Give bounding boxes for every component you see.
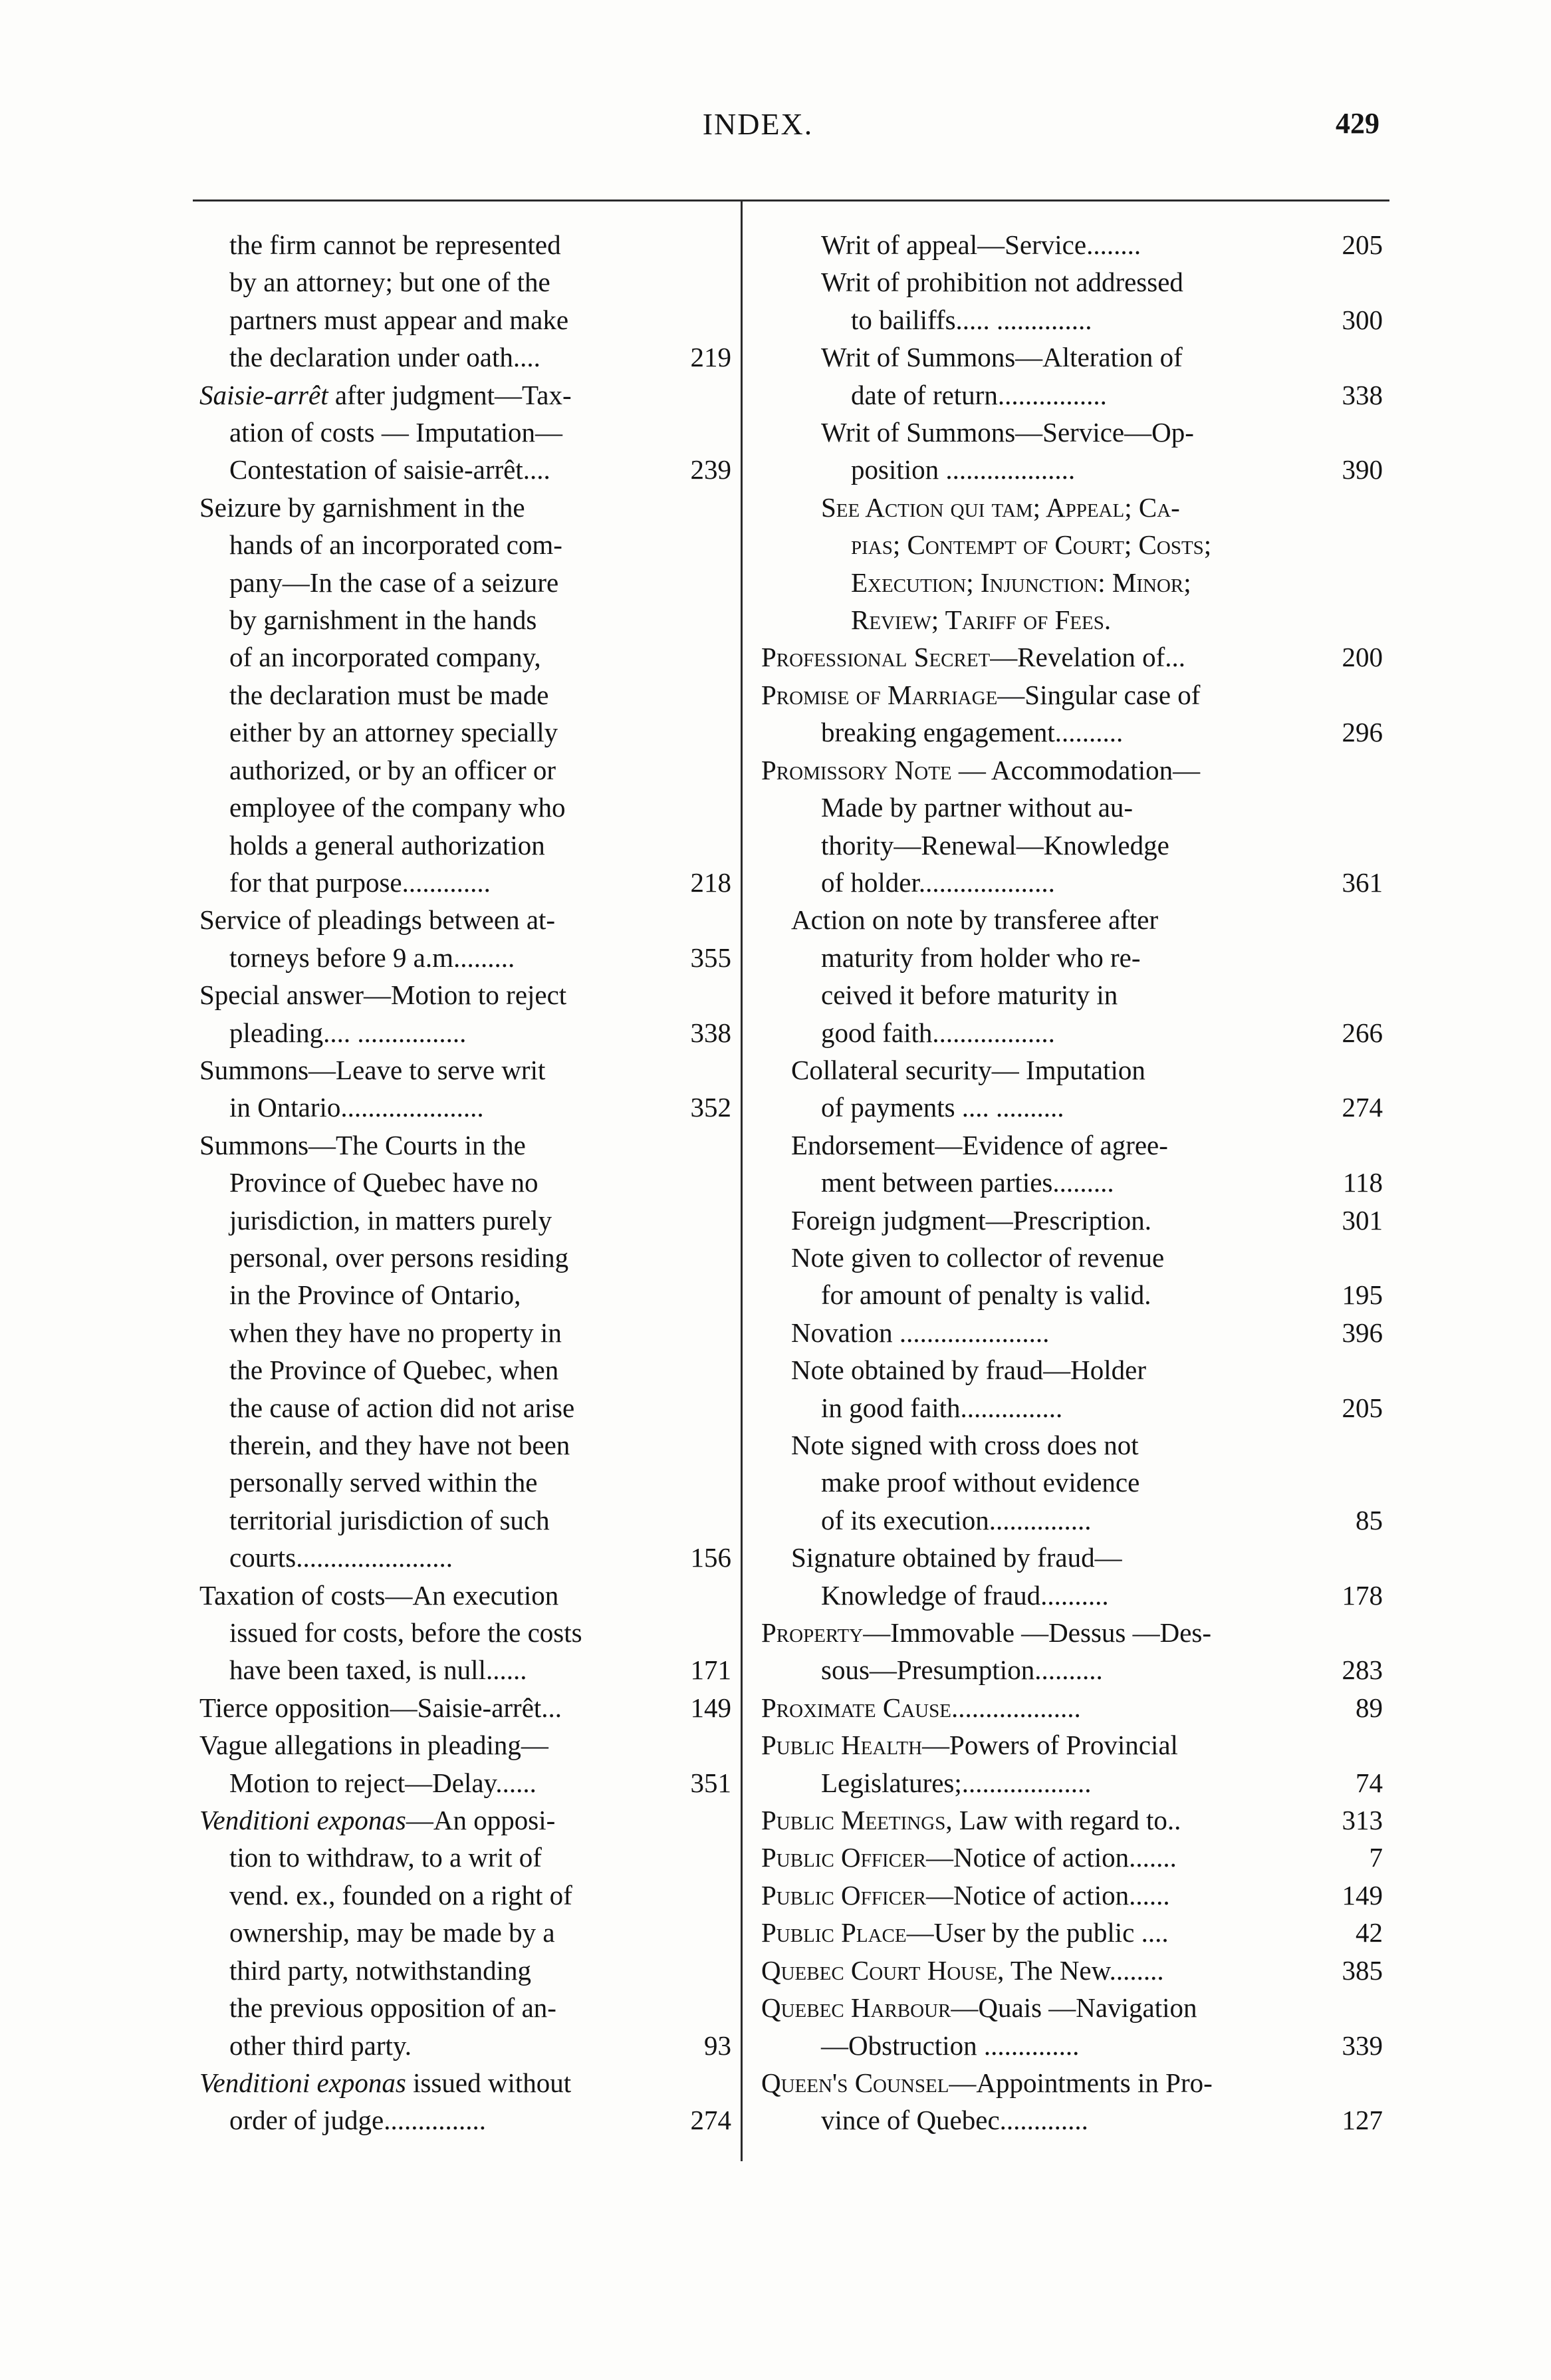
- index-entry: [761, 1801, 1383, 1839]
- entry-page-number: 274: [690, 2105, 731, 2136]
- entry-line: the previous opposition of an-: [229, 1992, 556, 2024]
- entry-page-number: 385: [1342, 1954, 1383, 1986]
- entry-line: employee of the company who: [229, 792, 566, 823]
- page-title: INDEX.: [702, 107, 814, 141]
- entry-page-number: 351: [690, 1767, 731, 1798]
- entry-line: Endorsement—Evidence of agree-: [791, 1129, 1168, 1160]
- index-entry: [761, 1051, 1383, 1126]
- index-entry: [761, 1202, 1383, 1239]
- index-entry: [761, 1539, 1383, 1614]
- entry-page-number: 339: [1342, 2030, 1383, 2061]
- entry-line: Venditioni exponas issued without: [199, 2067, 572, 2098]
- entry-page-number: 195: [1342, 1279, 1383, 1311]
- entry-line: authorized, or by an officer or: [229, 754, 556, 785]
- entry-line: Public Meetings, Law with regard to..: [761, 1805, 1181, 1836]
- entry-line: Vague allegations in pleading—: [199, 1730, 548, 1761]
- entry-page-number: 156: [690, 1542, 731, 1573]
- entry-line: when they have no property in: [229, 1317, 562, 1348]
- entry-line: Tierce opposition—Saisie-arrêt...: [199, 1692, 562, 1723]
- index-entry: [199, 1801, 731, 2064]
- entry-page-number: 390: [1342, 454, 1383, 485]
- index-entry: [761, 338, 1383, 414]
- entry-line: Province of Quebec have no: [229, 1167, 538, 1198]
- entry-line: Queen's Counsel—Appointments in Pro-: [761, 2067, 1213, 2098]
- index-entry: [761, 1689, 1383, 1726]
- index-entry: [761, 1426, 1383, 1539]
- entry-page-number: 89: [1356, 1692, 1383, 1723]
- entry-page-number: 219: [690, 342, 731, 373]
- index-entry: [199, 226, 731, 376]
- entry-line: to bailiffs..... ..............: [851, 304, 1092, 335]
- entry-page-number: 338: [690, 1017, 731, 1048]
- entry-line: other third party.: [229, 2030, 412, 2061]
- entry-line: the declaration must be made: [229, 679, 549, 710]
- entry-line: Knowledge of fraud..........: [821, 1579, 1109, 1611]
- entry-line: vince of Quebec.............: [821, 2105, 1088, 2136]
- entry-line: Quebec Court House, The New........: [761, 1954, 1164, 1986]
- entry-line: Promissory Note — Accommodation—: [761, 754, 1201, 785]
- entry-page-number: 171: [690, 1654, 731, 1686]
- index-entry: [761, 1989, 1383, 2064]
- entry-page-number: 313: [1342, 1805, 1383, 1836]
- entry-line: breaking engagement..........: [821, 717, 1124, 748]
- entry-line: maturity from holder who re-: [821, 942, 1141, 973]
- entry-page-number: 7: [1369, 1842, 1383, 1873]
- index-entry: [761, 2064, 1383, 2139]
- entry-page-number: 118: [1343, 1167, 1383, 1198]
- entry-page-number: 274: [1342, 1092, 1383, 1123]
- entry-line: date of return................: [851, 379, 1107, 410]
- entry-page-number: 296: [1342, 717, 1383, 748]
- entry-line: Summons—Leave to serve writ: [199, 1054, 546, 1085]
- entry-page-number: 205: [1342, 1392, 1383, 1423]
- entry-page-number: 396: [1342, 1317, 1383, 1348]
- left-index-column: [199, 226, 731, 2139]
- entry-line: therein, and they have not been: [229, 1430, 570, 1460]
- entry-line: in good faith...............: [821, 1392, 1063, 1423]
- entry-line: Public Place—User by the public ....: [761, 1917, 1169, 1948]
- entry-line: make proof without evidence: [821, 1467, 1140, 1498]
- entry-line: hands of an incorporated com-: [229, 529, 562, 561]
- index-entry: [199, 1726, 731, 1801]
- index-entry: [761, 1877, 1383, 1914]
- entry-line: ation of costs — Imputation—: [229, 417, 563, 448]
- entry-line: holds a general authorization: [229, 829, 545, 860]
- index-entry: [761, 751, 1383, 902]
- entry-line: for amount of penalty is valid.: [821, 1279, 1151, 1311]
- entry-line: the cause of action did not arise: [229, 1392, 575, 1423]
- entry-line: third party, notwithstanding: [229, 1954, 531, 1986]
- index-entry: [199, 1051, 731, 1126]
- entry-line: See Action qui tam; Appeal; Ca-: [821, 491, 1180, 523]
- entry-line: territorial jurisdiction of such: [229, 1504, 550, 1535]
- entry-line: for that purpose.............: [229, 866, 491, 898]
- entry-line: position ...................: [851, 454, 1076, 485]
- index-entry: [761, 1952, 1383, 1989]
- entry-page-number: 301: [1342, 1204, 1383, 1236]
- index-entry: [761, 1614, 1383, 1689]
- entry-page-number: 149: [1342, 1879, 1383, 1911]
- index-entry: [761, 489, 1383, 639]
- entry-page-number: 355: [690, 942, 731, 973]
- entry-line: by an attorney; but one of the: [229, 267, 550, 298]
- entry-line: Action on note by transferee after: [791, 904, 1159, 936]
- entry-line: thority—Renewal—Knowledge: [821, 829, 1169, 860]
- entry-line: Signature obtained by fraud—: [791, 1542, 1122, 1573]
- entry-line: Promise of Marriage—Singular case of: [761, 679, 1201, 710]
- index-entry: [199, 1577, 731, 1689]
- entry-page-number: 74: [1356, 1767, 1383, 1798]
- entry-page-number: 93: [704, 2030, 731, 2061]
- entry-line: —Obstruction ..............: [821, 2030, 1080, 2061]
- entry-page-number: 149: [690, 1692, 731, 1723]
- entry-line: Property—Immovable —Dessus —Des-: [761, 1617, 1212, 1649]
- entry-line: partners must appear and make: [229, 304, 569, 335]
- entry-line: of an incorporated company,: [229, 642, 541, 673]
- entry-line: issued for costs, before the costs: [229, 1617, 582, 1649]
- entry-line: Special answer—Motion to reject: [199, 980, 567, 1011]
- entry-line: Proximate Cause...................: [761, 1692, 1081, 1723]
- entry-line: Execution; Injunction: Minor;: [851, 567, 1191, 598]
- index-entry: [761, 901, 1383, 1051]
- index-entry: [199, 1689, 731, 1726]
- index-entry: [199, 2064, 731, 2139]
- entry-line: pias; Contempt of Court; Costs;: [851, 529, 1212, 561]
- entry-line: Professional Secret—Revelation of...: [761, 642, 1186, 673]
- entry-line: Service of pleadings between at-: [199, 904, 556, 936]
- entry-line: Summons—The Courts in the: [199, 1129, 526, 1160]
- index-entry: [199, 376, 731, 489]
- entry-line: have been taxed, is null......: [229, 1654, 527, 1686]
- entry-line: order of judge...............: [229, 2105, 486, 2136]
- entry-line: Legislatures;...................: [821, 1767, 1092, 1798]
- entry-page-number: 42: [1356, 1917, 1383, 1948]
- index-entry: [761, 1314, 1383, 1351]
- index-entry: [761, 1126, 1383, 1202]
- entry-line: of holder....................: [821, 866, 1055, 898]
- entry-line: by garnishment in the hands: [229, 604, 537, 636]
- entry-page-number: 266: [1342, 1017, 1383, 1048]
- entry-page-number: 200: [1342, 642, 1383, 673]
- entry-line: the firm cannot be represented: [229, 229, 561, 260]
- entry-page-number: 338: [1342, 379, 1383, 410]
- index-entry: [761, 1914, 1383, 1951]
- index-entry: [761, 1839, 1383, 1876]
- entry-line: sous—Presumption..........: [821, 1654, 1103, 1686]
- entry-line: Public Health—Powers of Provincial: [761, 1730, 1178, 1761]
- index-entry: [761, 638, 1383, 676]
- entry-page-number: 127: [1342, 2105, 1383, 2136]
- entry-line: Contestation of saisie-arrêt....: [229, 454, 550, 485]
- entry-line: Note obtained by fraud—Holder: [791, 1355, 1146, 1386]
- entry-line: Taxation of costs—An execution: [199, 1579, 559, 1611]
- page-number: 429: [1336, 107, 1379, 140]
- entry-line: courts.......................: [229, 1542, 453, 1573]
- entry-page-number: 300: [1342, 304, 1383, 335]
- entry-line: Review; Tariff of Fees.: [851, 604, 1112, 636]
- entry-line: Foreign judgment—Prescription.: [791, 1204, 1152, 1236]
- entry-page-number: 205: [1342, 229, 1383, 260]
- entry-line: torneys before 9 a.m.........: [229, 942, 515, 973]
- entry-line: the Province of Quebec, when: [229, 1355, 559, 1386]
- entry-line: pleading.... ................: [229, 1017, 467, 1048]
- entry-line: Collateral security— Imputation: [791, 1054, 1145, 1085]
- entry-page-number: 283: [1342, 1654, 1383, 1686]
- entry-line: Note given to collector of revenue: [791, 1242, 1165, 1273]
- entry-line: Writ of appeal—Service........: [821, 229, 1141, 260]
- entry-line: ment between parties.........: [821, 1167, 1114, 1198]
- entry-line: Writ of prohibition not addressed: [821, 267, 1183, 298]
- entry-line: in Ontario.....................: [229, 1092, 484, 1123]
- entry-page-number: 218: [690, 866, 731, 898]
- entry-line: Motion to reject—Delay......: [229, 1767, 537, 1798]
- entry-line: Public Officer—Notice of action......: [761, 1879, 1170, 1911]
- entry-page-number: 85: [1356, 1504, 1383, 1535]
- right-index-column: [761, 226, 1383, 2139]
- entry-line: ownership, may be made by a: [229, 1917, 555, 1948]
- index-entry: [761, 263, 1383, 338]
- entry-line: Venditioni exponas—An opposi-: [199, 1805, 556, 1836]
- entry-line: Quebec Harbour—Quais —Navigation: [761, 1992, 1197, 2024]
- entry-line: Saisie-arrêt after judgment—Tax-: [199, 379, 572, 410]
- entry-line: personal, over persons residing: [229, 1242, 569, 1273]
- entry-line: of its execution...............: [821, 1504, 1092, 1535]
- entry-line: Made by partner without au-: [821, 792, 1133, 823]
- entry-line: Note signed with cross does not: [791, 1430, 1139, 1460]
- entry-line: personally served within the: [229, 1467, 538, 1498]
- index-entry: [199, 976, 731, 1051]
- entry-line: Seizure by garnishment in the: [199, 491, 525, 523]
- entry-line: the declaration under oath....: [229, 342, 540, 373]
- header-rule: [193, 199, 1389, 201]
- index-entry: [199, 1126, 731, 1577]
- index-entry: [199, 901, 731, 976]
- entry-line: tion to withdraw, to a writ of: [229, 1842, 542, 1873]
- entry-line: in the Province of Ontario,: [229, 1279, 521, 1311]
- index-entry: [761, 676, 1383, 751]
- index-entry: [761, 1726, 1383, 1801]
- column-divider: [741, 199, 743, 2161]
- index-entry: [761, 414, 1383, 489]
- entry-line: vend. ex., founded on a right of: [229, 1879, 572, 1911]
- entry-line: Public Officer—Notice of action.......: [761, 1842, 1177, 1873]
- entry-page-number: 352: [690, 1092, 731, 1123]
- entry-page-number: 239: [690, 454, 731, 485]
- index-entry: [199, 489, 731, 901]
- index-entry: [761, 1351, 1383, 1426]
- entry-line: either by an attorney specially: [229, 717, 558, 748]
- entry-line: pany—In the case of a seizure: [229, 567, 559, 598]
- entry-line: of payments .... ..........: [821, 1092, 1064, 1123]
- index-entry: [761, 226, 1383, 263]
- entry-line: Novation ......................: [791, 1317, 1050, 1348]
- entry-line: Writ of Summons—Service—Op-: [821, 417, 1194, 448]
- entry-line: Writ of Summons—Alteration of: [821, 342, 1183, 373]
- entry-page-number: 178: [1342, 1579, 1383, 1611]
- entry-page-number: 361: [1342, 866, 1383, 898]
- entry-line: jurisdiction, in matters purely: [229, 1204, 552, 1236]
- entry-line: ceived it before maturity in: [821, 980, 1118, 1011]
- index-entry: [761, 1239, 1383, 1314]
- entry-line: good faith..................: [821, 1017, 1055, 1048]
